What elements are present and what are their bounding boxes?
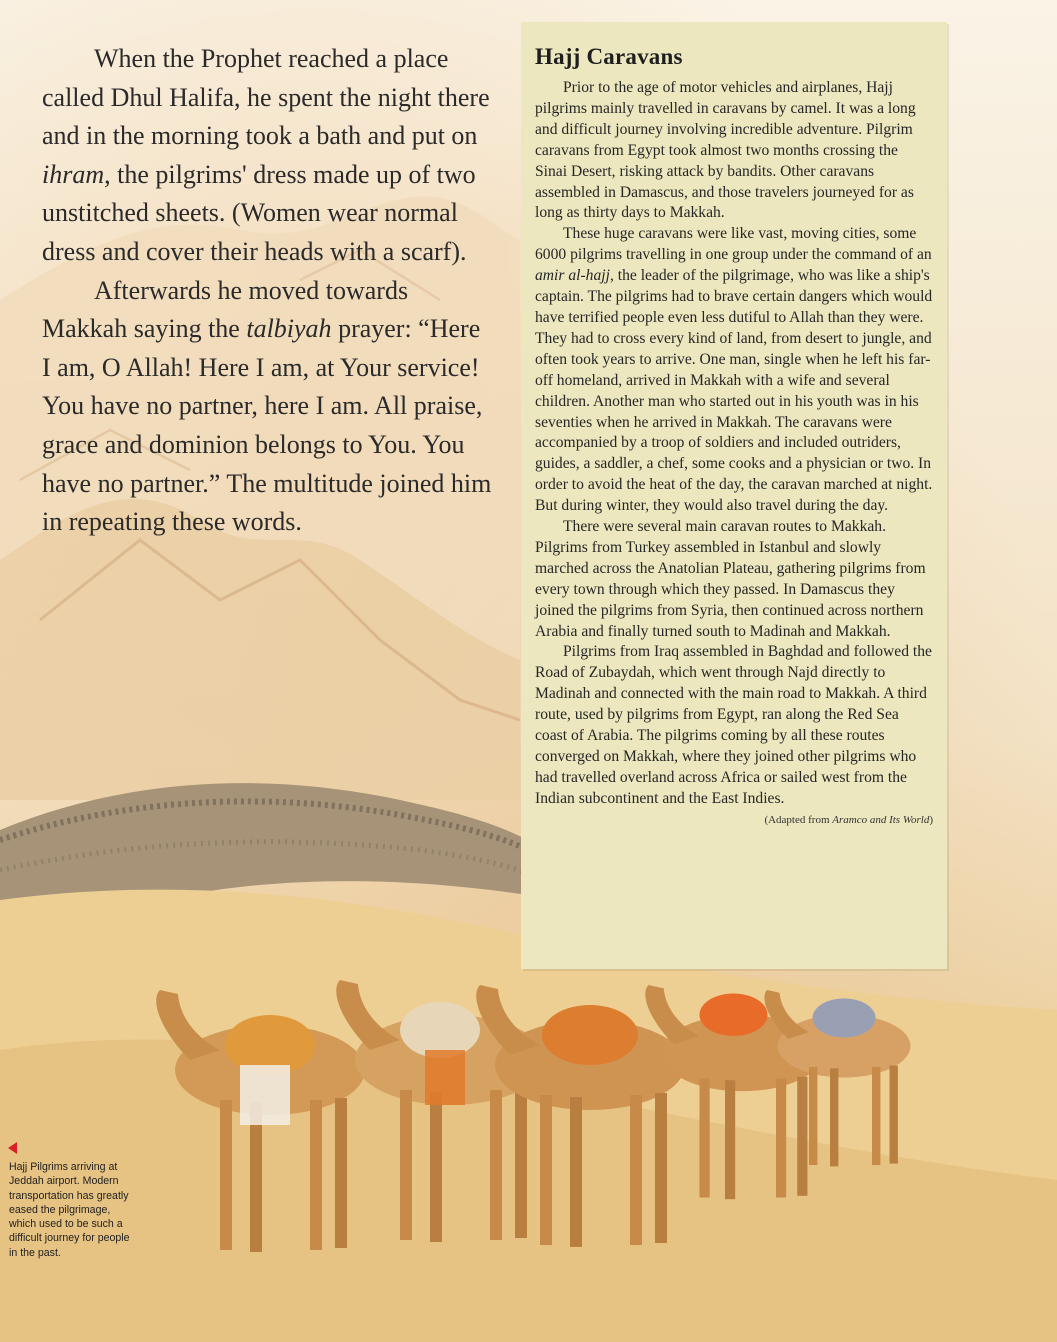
narrative-paragraph-1 bbox=[42, 40, 492, 272]
sidebar-paragraph-3: There were several main caravan routes to Makkah. Pilgrims from Turkey assembled in Istanbul and slowly marched across the Anatolian Plateau, gathering pilgrims from every town through which they passed. In Damascus they joined the pilgrims from Syria, then continued across northern Arabia and finally turned south to Madinah and Makkah. bbox=[535, 518, 926, 640]
credit-part-a: (Adapted from bbox=[764, 813, 833, 826]
sidebar-p2-emphasis: amir al-hajj bbox=[535, 267, 610, 285]
source-credit bbox=[535, 814, 933, 826]
narrative-p2-emphasis: talbiyah bbox=[246, 314, 332, 344]
narrative-p2-part-b: prayer: “Here I am, O Allah! Here I am, at Your service! You have no partner, here I am. All praise, grace and dominion belongs to You. You have no partner.” The multitude joined him in repeating these words. bbox=[42, 314, 492, 537]
hajj-caravans-sidebar bbox=[521, 22, 947, 969]
photo-caption: Hajj Pilgrims arriving at Jeddah airport. Modern transportation has greatly eased the pilgrimage, which used to be such a difficult journey for people in the past. bbox=[9, 1161, 130, 1259]
caption-arrow-icon bbox=[8, 1142, 17, 1154]
sidebar-paragraph-1: Prior to the age of motor vehicles and airplanes, Hajj pilgrims mainly travelled in caravans by camel. It was a long and difficult journey involving incredible adventure. Pilgrim caravans from Egypt took almost two months crossing the Sinai Desert, risking attack by bandits. Other caravans assembled in Damascus, and those travelers journeyed for as long as thirty days to Makkah. bbox=[535, 79, 916, 222]
sidebar-paragraph-4: Pilgrims from Iraq assembled in Baghdad and followed the Road of Zubaydah, which went through Najd directly to Madinah and connected with the main road to Makkah. A third route, used by pilgrims from Egypt, ran along the Red Sea coast of Arabia. The pilgrims coming by all these routes converged on Makkah, where they joined other pilgrims who had travelled overland across Africa or sailed west from the Indian subcontinent and the East Indies. bbox=[535, 643, 932, 807]
sidebar-p2-part-a: These huge caravans were like vast, moving cities, some 6000 pilgrims travelling in one group under the command of an bbox=[535, 225, 932, 264]
narrative-text bbox=[42, 40, 492, 542]
narrative-p1-part-b: , the pilgrims' dress made up of two unstitched sheets. (Women wear normal dress and cover their heads with a scarf). bbox=[42, 159, 476, 266]
sidebar-body bbox=[535, 78, 933, 810]
credit-part-b: ) bbox=[929, 813, 933, 826]
sidebar-p2-part-b: , the leader of the pilgrimage, who was like a ship's captain. The pilgrims had to brave certain dangers which would have terrified people even less dutiful to Allah than they were. They had to cross every kind of land, from desert to jungle, and often took years to arrive. One man, single when he left his far-off homeland, arrived in Makkah with a wife and several children. Another man who started out in his youth was in his seventies when he arrived in Makkah. The caravans were accompanied by a troop of soldiers and included outriders, guides, a saddler, a chef, some cooks and a physician or two. In order to avoid the heat of the day, the caravan marched at night. But during winter, they would also travel during the day. bbox=[535, 267, 933, 515]
credit-source-title: Aramco and Its World bbox=[832, 813, 930, 826]
narrative-paragraph-2 bbox=[42, 272, 492, 542]
narrative-p1-emphasis: ihram bbox=[42, 159, 105, 189]
sidebar-paragraph-2 bbox=[535, 224, 933, 517]
narrative-p1-part-a: When the Prophet reached a place called Dhul Halifa, he spent the night there and in the morning took a bath and put on bbox=[42, 44, 490, 151]
narrative-p2-part-a: Afterwards he moved towards Makkah saying the bbox=[42, 275, 409, 344]
sidebar-title: Hajj Caravans bbox=[535, 44, 683, 69]
